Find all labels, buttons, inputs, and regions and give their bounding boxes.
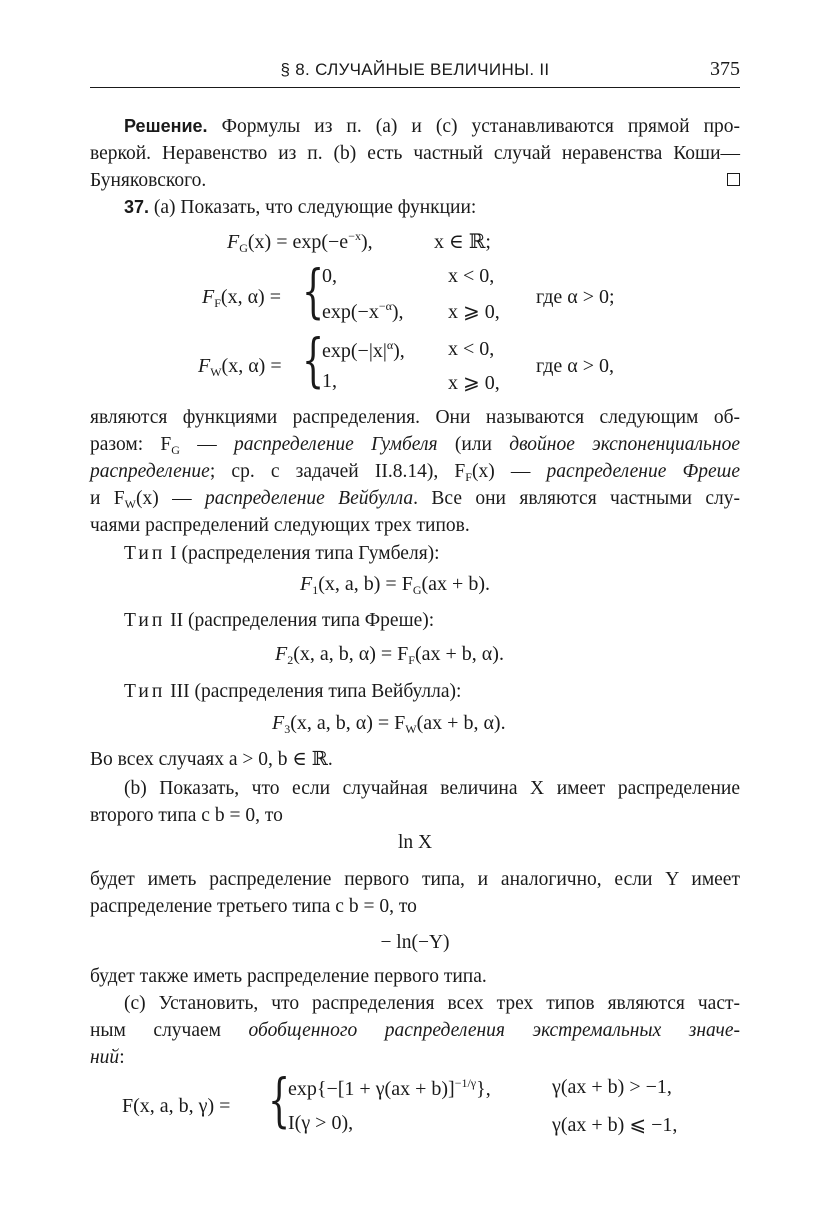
solution-label: Решение. — [124, 116, 208, 136]
formula-gev-case1-cond: γ(ax + b) > −1, — [552, 1076, 672, 1098]
formula-ln-x: ln X — [397, 832, 433, 853]
formula-type-1: $F_1(x$, a, $b) = F_G(ax + b)$. — [300, 573, 490, 597]
formula-ff-case1-cond: x < 0, — [448, 265, 495, 287]
part-b-line: распределение третьего типа с b = 0, то — [90, 896, 417, 917]
part-c-line: ний: — [90, 1047, 125, 1068]
formula-gev-case1: $\exp\{-[1 + \gamma(ax + b)]^{-1/\gamma}\}$, — [288, 1076, 491, 1100]
formula-ff-case1: 0, — [322, 265, 337, 287]
formula-fw-where: где α > 0, — [536, 355, 615, 377]
paragraph-line: разом: $F_G$ — распределение Гумбеля (или двойное экспоненциальное — [90, 434, 740, 457]
problem-intro-text: (a) Показать, что следующие функции: — [153, 197, 477, 218]
formula-fw-case2: 1, — [322, 370, 337, 392]
solution-line-1 — [124, 113, 740, 140]
formula-gev-case2-cond: γ(ax + b) ⩽ −1, — [552, 1114, 678, 1136]
part-c-line: (c) Установить, что распределения всех трех типов являются част- — [124, 993, 740, 1014]
paragraph-line: являются функциями распределения. Они называются следующим об- — [90, 407, 740, 428]
formula-fw-case2-cond: x ⩾ 0, — [448, 372, 500, 394]
paragraph-line: чаями распределений следующих трех типов. — [90, 515, 470, 536]
running-title: § 8. СЛУЧАЙНЫЕ ВЕЛИЧИНЫ. II — [280, 60, 550, 79]
type-2-heading: Тип II (распределения типа Фреше): — [124, 610, 435, 631]
formula-fg-domain: x ∈ ℝ; — [434, 231, 491, 253]
book-page — [90, 0, 740, 1210]
formula-ff-case2-cond: x ⩾ 0, — [448, 301, 500, 323]
left-brace-icon: { — [302, 326, 325, 394]
formula-type-2: $F_2(x$, a, b, $\alpha) = F_F(ax + b$, α). — [275, 643, 504, 667]
type-1-heading: Тип I (распределения типа Гумбеля): — [124, 543, 440, 564]
solution-text-1: Формулы из п. (a) и (c) устанавливаются прямой про- — [221, 116, 740, 137]
formula-gev-lhs: F(x, a, b, γ) = — [122, 1095, 231, 1117]
left-brace-icon: { — [268, 1066, 291, 1134]
header-rule — [90, 87, 740, 88]
part-c-line: ным случаем обобщенного распределения экстремальных значе- — [90, 1020, 740, 1041]
running-header — [90, 58, 740, 88]
formula-ff-lhs: $F_F(x$, α) = — [202, 286, 281, 310]
paragraph-line: и $F_W(x)$ — распределение Вейбулла. Все они являются частными слу- — [90, 488, 740, 511]
left-brace-icon: { — [302, 257, 325, 325]
problem-number: 37. — [124, 197, 150, 217]
paragraph-line: распределение; ср. с задачей II.8.14), $F_F(x)$ — распределение Фреше — [90, 461, 740, 484]
formula-ff-case2: $\exp(-x^{-\alpha})$, — [322, 299, 404, 323]
part-b-line: (b) Показать, что если случайная величина X имеет распределение — [124, 778, 740, 799]
qed-square-icon — [727, 173, 740, 186]
part-b-line: будет иметь распределение первого типа, и аналогично, если Y имеет — [90, 869, 740, 890]
solution-line-3 — [90, 167, 740, 194]
formula-fg: $F_G(x) = \exp(-e^{-x})$, — [227, 229, 373, 255]
formula-ln-minus-y: − ln(−Y) — [380, 932, 450, 953]
page-number: 375 — [710, 58, 740, 80]
solution-line-2: веркой. Неравенство из п. (b) есть частный случай неравенства Коши— — [90, 143, 740, 164]
problem-intro — [124, 194, 740, 221]
formula-fw-case1: $\exp(-|x|^\alpha)$, — [322, 338, 405, 362]
part-b-line: второго типа с b = 0, то — [90, 805, 283, 826]
formula-gev-case2: I(γ > 0), — [288, 1112, 354, 1134]
part-b-line: будет также иметь распределение первого типа. — [90, 966, 487, 987]
type-3-heading: Тип III (распределения типа Вейбулла): — [124, 681, 462, 702]
formula-fw-case1-cond: x < 0, — [448, 338, 495, 360]
all-cases-line: Во всех случаях a > 0, b ∈ ℝ. — [90, 749, 333, 770]
formula-type-3: $F_3(x$, a, b, $\alpha) = F_W(ax + b$, α). — [272, 712, 506, 736]
solution-text-3: Буняковского. — [90, 170, 207, 191]
formula-ff-where: где α > 0; — [536, 286, 615, 308]
formula-fw-lhs: $F_W(x$, α) = — [198, 355, 282, 379]
